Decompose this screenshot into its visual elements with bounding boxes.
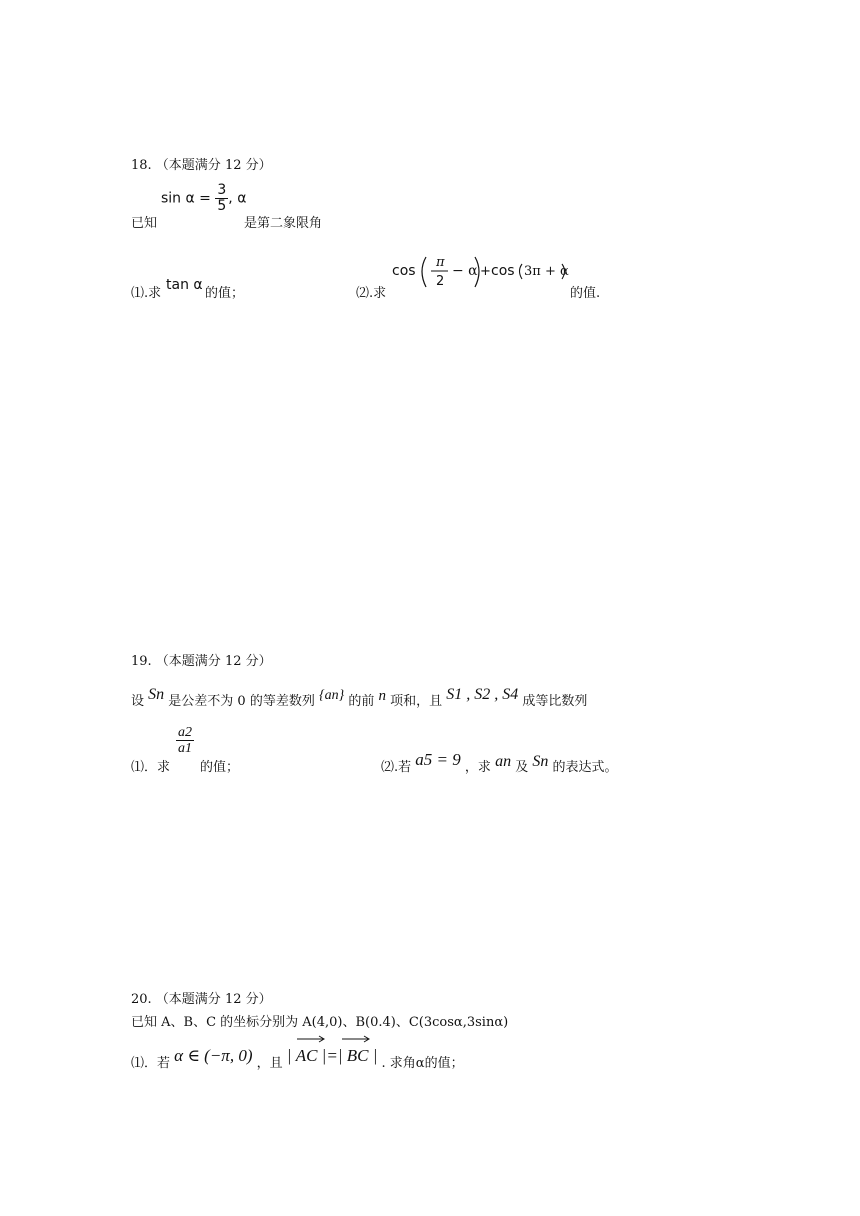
q18-part2-minus-alpha: − α <box>452 263 478 279</box>
q18-given-fraction <box>215 183 228 214</box>
q19-part1-suffix: 的值； <box>200 760 240 775</box>
q19-stem-t1: 设 <box>131 694 145 709</box>
q19-part2-label: ⑵.若 <box>381 760 412 775</box>
q18-part2-lparen2 <box>520 264 523 279</box>
q18-given-lhs: sin α = <box>161 190 211 207</box>
q20-heading: 20. （本题满分 12 分） <box>131 992 272 1007</box>
q19-part2-an: an <box>495 753 512 770</box>
q18-part2-lparen1 <box>422 257 426 287</box>
q20-part1-t1: ，且 <box>256 1056 283 1071</box>
q18-given-prefix: 已知 <box>131 216 158 231</box>
q18-given-denominator: 5 <box>217 198 227 214</box>
q19-part2-Sn: Sn <box>532 753 549 770</box>
q19-part2-t2: 及 <box>515 760 529 775</box>
q18-part2-cos1: cos <box>392 263 416 279</box>
q18-part1-formula: tan α <box>166 277 203 293</box>
q18-part2-suffix: 的值. <box>570 286 601 301</box>
q18-given-suffix: 是第二象限角 <box>244 216 323 231</box>
q20-part1-formula2: | AC |=| BC | <box>286 1046 378 1065</box>
q20-part1-suffix: . 求角α的值； <box>381 1056 464 1071</box>
q18-given-tail: , α <box>228 190 247 207</box>
q19-heading: 19. （本题满分 12 分） <box>131 654 272 669</box>
q18-part2-arg2: 3π + α <box>524 264 569 279</box>
q20-part1-label: ⑴．若 <box>131 1056 171 1071</box>
q19-part2-suffix: 的表达式。 <box>552 760 618 775</box>
q19-stem-t2: 是公差不为 0 的等差数列 <box>168 694 315 709</box>
q19-stem <box>131 686 588 710</box>
q18-part1-suffix: 的值； <box>205 286 245 301</box>
q19-part1-label: ⑴．求 <box>131 760 171 775</box>
q18-part2-num: π <box>436 255 445 270</box>
q19-part1-frac <box>176 725 194 756</box>
q19-stem-t5: 成等比数列 <box>522 694 588 709</box>
q19-stem-S124: S1 , S2 , S4 <box>446 686 519 703</box>
q20-vector-arrows <box>290 1033 380 1045</box>
q18-given-numerator: 3 <box>217 182 227 198</box>
q20-part1 <box>131 1046 464 1072</box>
q19-part2 <box>381 750 618 776</box>
q19-stem-Sn: Sn <box>148 686 165 703</box>
q19-stem-t4: 项和，且 <box>390 694 443 709</box>
q18-part2-den: 2 <box>436 274 445 289</box>
q19-stem-an-seq: {an} <box>318 688 345 703</box>
q19-part1-den: a1 <box>178 741 192 756</box>
q19-stem-t3: 的前 <box>348 694 375 709</box>
q18-part2-label: ⑵.求 <box>356 286 387 301</box>
q20-part1-formula1: α ∈ (−π, 0) <box>174 1046 253 1065</box>
q18-part1-label: ⑴.求 <box>131 286 162 301</box>
q18-heading: 18. （本题满分 12 分） <box>131 158 272 173</box>
q18-part2-plus: + <box>480 264 491 279</box>
q18-given-formula <box>161 183 246 214</box>
q18-part2-formula <box>390 252 570 294</box>
q20-stem: 已知 A、B、C 的坐标分别为 A(4,0)、B(0.4)、C(3cosα,3sinα) <box>131 1015 509 1030</box>
q19-part2-t1: ，求 <box>464 760 491 775</box>
q19-part1-num: a2 <box>178 725 192 740</box>
q18-part2-cos2: cos <box>491 263 515 279</box>
q19-part2-formula: a5 = 9 <box>415 750 461 769</box>
q19-part1-fraction <box>176 725 194 756</box>
q19-stem-n: n <box>378 688 386 704</box>
